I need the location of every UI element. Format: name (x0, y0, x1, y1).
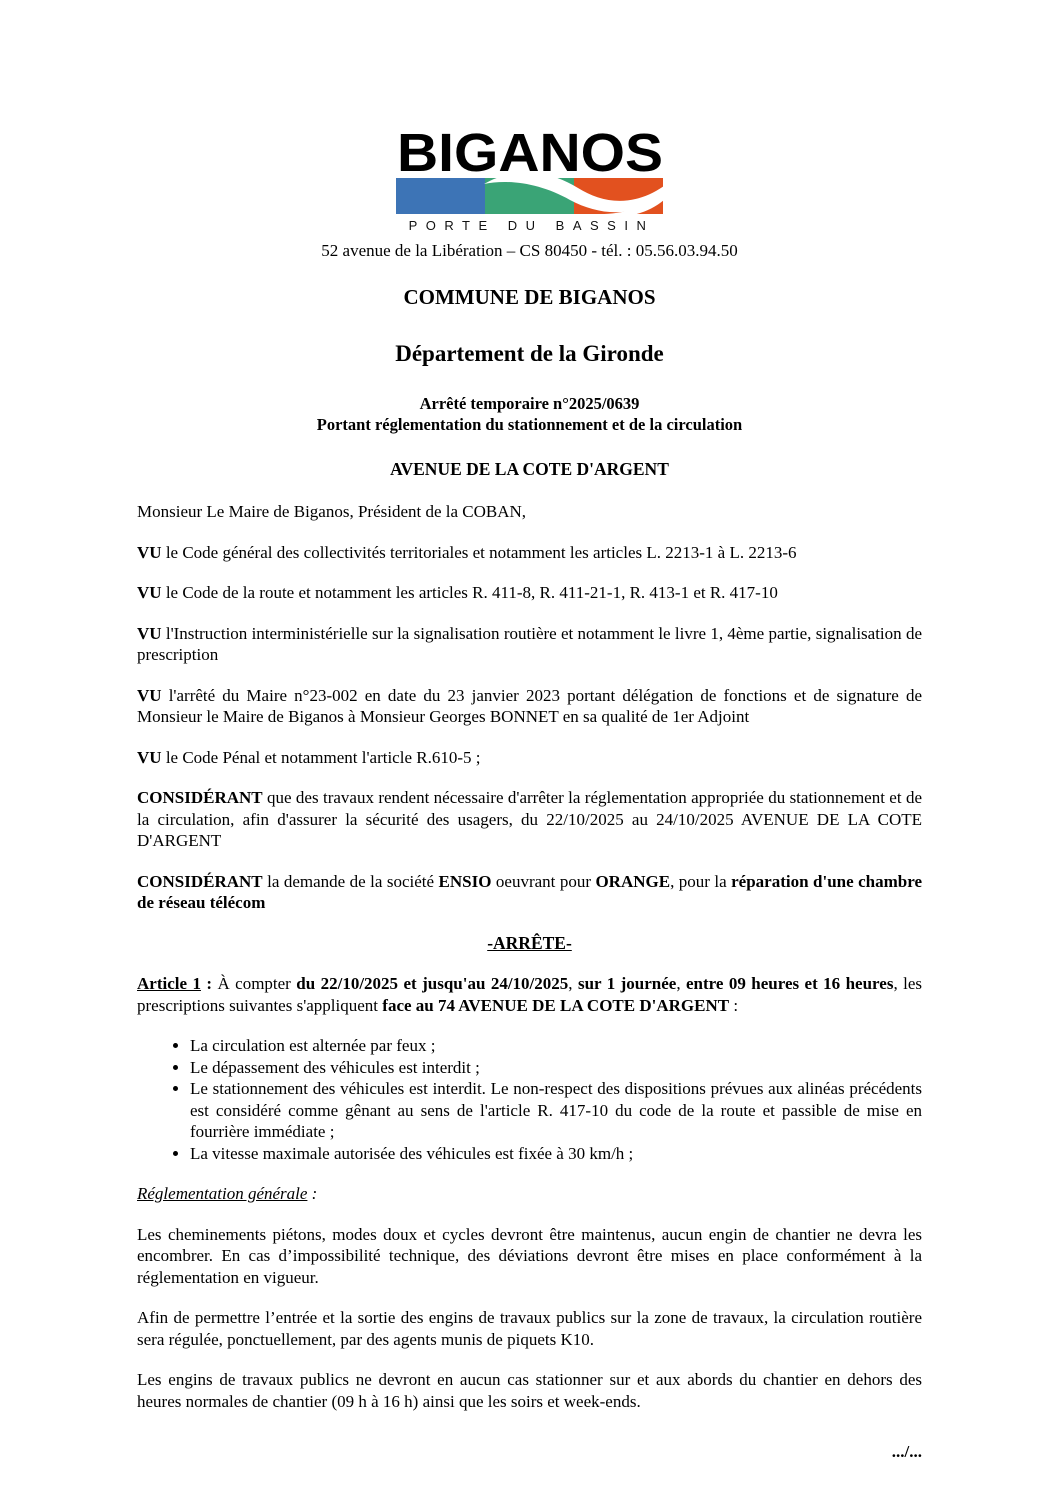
considerant-paragraph-1: CONSIDÉRANT que des travaux rendent nécessaire d'arrêter la réglementation appropriée du stationnement et de la circulation, afin d'assurer la sécurité des usagers, du 22/10/2025 au 24/10/2025 AVENUE DE LA COTE D'ARGENT (137, 788, 922, 850)
logo-color-band (396, 178, 664, 214)
list-item-vitesse: • La vitesse maximale autorisée des véhicules est fixée à 30 km/h ; (190, 1143, 922, 1165)
arrete-number: Arrêté temporaire n°2025/0639 (419, 394, 640, 413)
continuation-mark: .../... (891, 1442, 922, 1461)
vu-paragraph-1: VU le Code général des collectivités territoriales et notamment les articles L. 2213-1 à L. 2213-6 (137, 542, 797, 562)
prescriptions-list (137, 1035, 922, 1164)
document-header (137, 127, 922, 480)
vu-paragraph-3: VU l'Instruction interministérielle sur la signalisation routière et notamment le livre 1, 4ème partie, signalisation de prescription (137, 623, 922, 664)
logo-wave-icon (396, 178, 664, 214)
list-item-stationnement: • Le stationnement des véhicules est interdit. Le non-respect des dispositions prévues aux alinéas précédents est considéré comme gênant au sens de l'article R. 417-10 du code de la route et passible de mise en fourrière immédiate ; (190, 1078, 922, 1143)
body-paragraph-engins-acces: Afin de permettre l’entrée et la sortie des engins de travaux publics sur la zone de travaux, la circulation routière sera régulée, ponctuellement, par des agents munis de piquets K10. (137, 1308, 922, 1349)
street-title: AVENUE DE LA COTE D'ARGENT (390, 459, 669, 479)
arrete-subject: Portant réglementation du stationnement et de la circulation (316, 415, 743, 434)
list-item-depassement: • Le dépassement des véhicules est interdit ; (190, 1057, 922, 1079)
vu-paragraph-4: VU l'arrêté du Maire n°23-002 en date du 23 janvier 2023 portant délégation de fonctions et de signature de Monsieur le Maire de Biganos à Monsieur Georges BONNET en sa qualité de 1er Adjoint (137, 685, 922, 726)
considerant-paragraph-2: CONSIDÉRANT la demande de la société ENSIO oeuvrant pour ORANGE, pour la réparation d'une chambre de réseau télécom (137, 871, 922, 912)
address-line: 52 avenue de la Libération – CS 80450 - tél. : 05.56.03.94.50 (321, 241, 738, 260)
biganos-logo (396, 127, 664, 233)
article-1-paragraph: Article 1 : À compter du 22/10/2025 et jusqu'au 24/10/2025, sur 1 journée, entre 09 heures et 16 heures, les prescriptions suivantes s'appliquent face au 74 AVENUE DE LA COTE D'ARGENT : (137, 974, 923, 1015)
reglementation-heading: Réglementation générale : (137, 1184, 318, 1203)
logo-wordmark: BIGANOS (396, 127, 663, 175)
body-paragraph-engins-stationnement: Les engins de travaux publics ne devront en aucun cas stationner sur et aux abords du chantier en dehors des heures normales de chantier (09 h à 16 h) ainsi que les soirs et week-ends. (137, 1370, 922, 1411)
logo-tagline: PORTE DU BASSIN (408, 218, 655, 233)
list-item-circulation: • La circulation est alternée par feux ; (190, 1035, 922, 1057)
logo-wordmark-svg (396, 127, 664, 175)
arrete-heading: -ARRÊTE- (487, 932, 572, 953)
commune-title: COMMUNE DE BIGANOS (403, 285, 656, 309)
document-body (137, 501, 922, 1412)
departement-title: Département de la Gironde (395, 341, 664, 366)
vu-paragraph-2: VU le Code de la route et notamment les articles R. 411-8, R. 411-21-1, R. 413-1 et R. 417-10 (137, 583, 778, 602)
vu-paragraph-5: VU le Code Pénal et notamment l'article R.610-5 ; (137, 747, 481, 767)
salutation: Monsieur Le Maire de Biganos, Président de la COBAN, (137, 502, 527, 521)
body-paragraph-cheminements: Les cheminements piétons, modes doux et cycles devront être maintenus, aucun engin de chantier ne devra les encombrer. En cas d’impossibilité technique, des déviations devront être mises en place conformément à la réglementation en vigueur. (137, 1224, 922, 1287)
